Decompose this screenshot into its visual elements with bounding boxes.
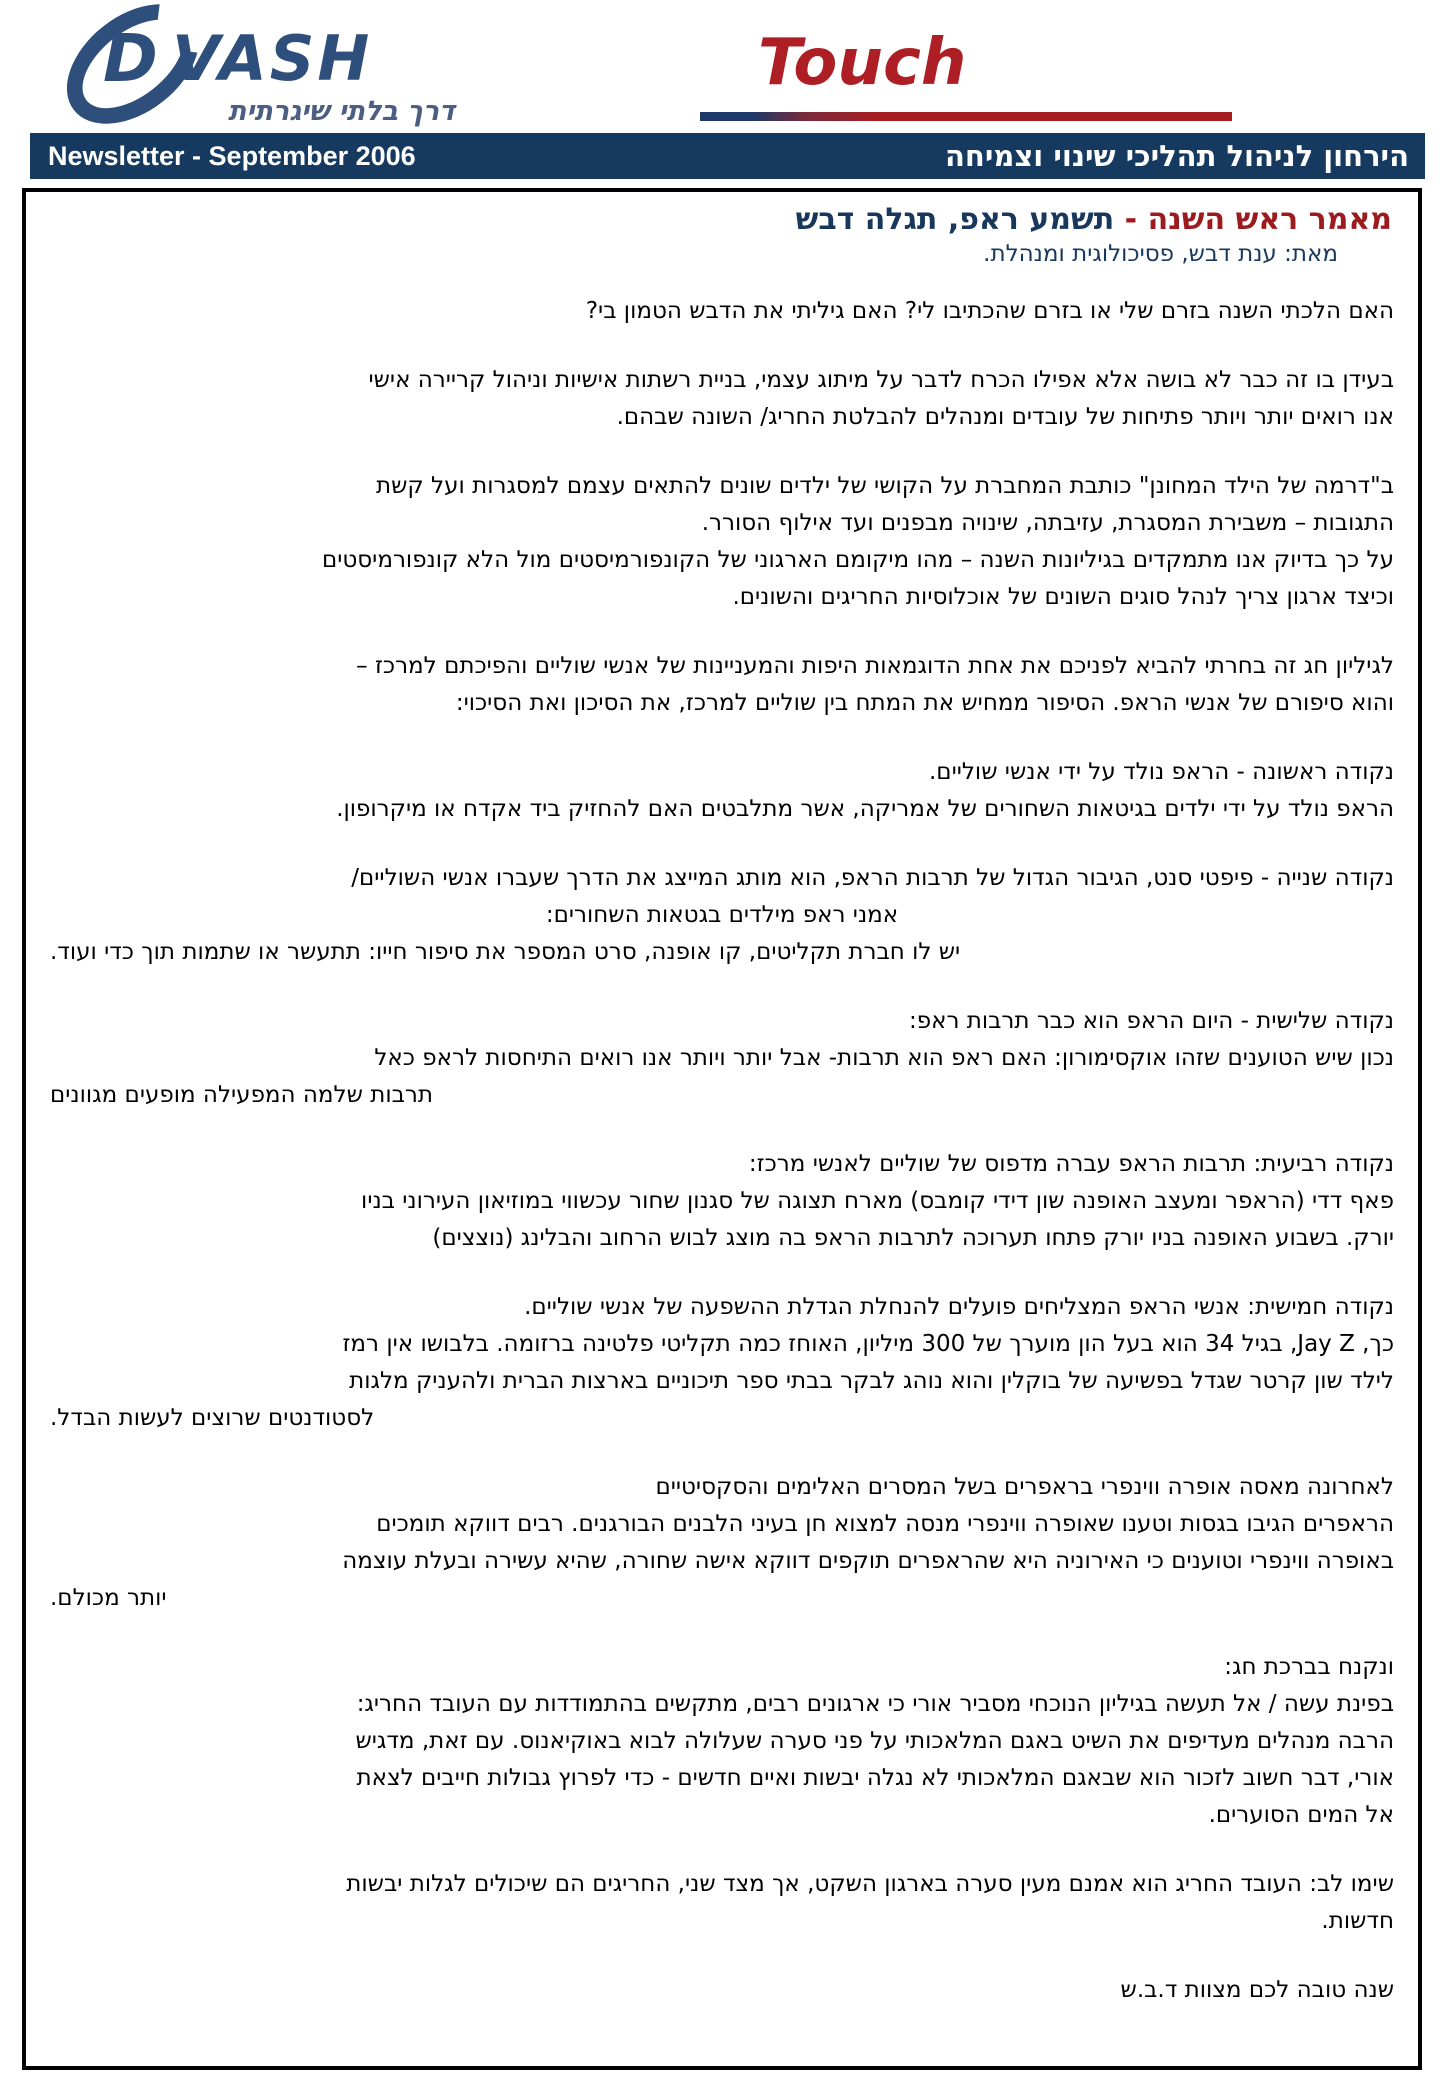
logo-letter-d: D <box>103 20 159 97</box>
text-line: נכון שיש הטוענים שזהו אוקסימורון: האם ראפ הוא תרבות- אבל יותר ויותר אנו רואים התיחסות לראפ כאל <box>374 1045 1394 1071</box>
text-line: והוא סיפורם של אנשי הראפ. הסיפור ממחיש את המתח בין שוליים למרכז, את הסיכון ואת הסיכוי: <box>455 690 1394 716</box>
paragraph <box>50 860 1394 971</box>
text-line: אל המים הסוערים. <box>1208 1802 1394 1828</box>
text-line: נקודה ראשונה - הראפ נולד על ידי אנשי שוליים. <box>929 759 1394 785</box>
text-line: וכיצד ארגון צריך לנהל סוגים השונים של אוכלוסיות החריגים והשונים. <box>732 584 1394 610</box>
paragraph <box>50 362 1394 436</box>
text-line: שימו לב: העובד החריג הוא אמנם מעין סערה בארגון השקט, אך מצד שני, החריגים הם שיכולים לגלות יבשות <box>346 1871 1394 1897</box>
text-line: נקודה חמישית: אנשי הראפ המצליחים פועלים להנחלת הגדלת ההשפעה של אנשי שוליים. <box>524 1294 1394 1320</box>
article-title-blue-part: תשמע ראפ, תגלה דבש <box>795 202 1115 237</box>
text-line: לאחרונה מאסה אופרה ווינפרי בראפרים בשל המסרים האלימים והסקסיטיים <box>655 1474 1394 1500</box>
logo-brand-dvash: VASH <box>172 22 373 95</box>
paragraph <box>50 1866 1394 1940</box>
newsletter-date-label: Newsletter - September 2006 <box>48 140 416 171</box>
text-line: אמני ראפ מילדים בגטאות השחורים: <box>545 902 899 928</box>
logo-underline <box>700 112 1232 121</box>
text-line: פאף דדי (הראפר ומעצב האופנה שון דידי קומבס) מארח תצוגה של סגנון שחור עכשווי במוזיאון העירוני בניו <box>361 1188 1394 1214</box>
paragraph <box>50 293 1394 330</box>
text-line: נקודה רביעית: תרבות הראפ עברה מדפוס של שוליים לאנשי מרכז: <box>748 1151 1394 1177</box>
logo <box>0 0 1440 131</box>
text-line: אורי, דבר חשוב לזכור הוא שבאגם המלאכותי לא נגלה יבשות ואיים חדשים - כדי לפרוץ גבולות חייבים לצאת <box>356 1765 1394 1791</box>
article-box <box>22 188 1422 2070</box>
paragraph <box>50 1649 1394 1834</box>
text-line: נקודה שנייה - פיפטי סנט, הגיבור הגדול של תרבות הראפ, הוא מותג המייצג את הדרך שעברו אנשי השוליים/ <box>351 865 1394 891</box>
text-line: הראפרים הגיבו בגסות וטענו שאופרה ווינפרי מנסה למצוא חן בעיני הלבנים הבורגנים. רבים דווקא תומכים <box>376 1511 1394 1537</box>
paragraph <box>50 1146 1394 1257</box>
text-line: באופרה ווינפרי וטוענים כי האירוניה היא שהראפרים תוקפים דווקא אישה שחורה, שהיא עשירה ובעלת עוצמה <box>342 1548 1394 1574</box>
paragraph <box>50 648 1394 722</box>
logo-brand-touch: Touch <box>758 26 967 100</box>
article-byline: מאת: ענת דבש, פסיכולוגית ומנהלת. <box>983 241 1338 267</box>
logo-tagline: דרך בלתי שיגרתית <box>228 96 456 127</box>
text-line: בעידן בו זה כבר לא בושה אלא אפילו הכרח לדבר על מיתוג עצמי, בניית רשתות אישיות וניהול קריירה אישי <box>368 367 1394 393</box>
text-line: ונקנח בברכת חג: <box>1224 1654 1394 1680</box>
article-body <box>50 293 1394 2009</box>
text-line: לסטודנטים שרוצים לעשות הבדל. <box>50 1405 375 1431</box>
text-line: הרבה מנהלים מעדיפים את השיט באגם המלאכותי על פני סערה שעלולה לבוא באוקיאנוס. עם זאת, מדגיש <box>355 1728 1394 1754</box>
text-line: בפינת עשה / אל תעשה בגיליון הנוכחי מסביר אורי כי ארגונים רבים, מתקשים בהתמודדות עם העובד החריג: <box>356 1691 1394 1717</box>
text-line: אנו רואים יותר ויותר פתיחות של עובדים ומנהלים להבלטת החריג/ השונה שבהם. <box>616 404 1394 430</box>
article-title <box>50 202 1392 237</box>
text-line: חדשות. <box>1321 1908 1394 1934</box>
text-line: לגיליון חג זה בחרתי להביא לפניכם את אחת הדוגמאות היפות והמעניינות של אנשי שוליים והפיכתם למרכז – <box>356 653 1394 679</box>
text-line: כך, Jay Z, בגיל 34 הוא בעל הון מוערך של 300 מיליון, האוחז כמה תקליטי פלטינה ברזומה. בלבושו אין רמז <box>342 1331 1394 1357</box>
header-bar <box>30 133 1425 179</box>
text-line: שנה טובה לכם מצוות ד.ב.ש <box>1120 1977 1394 2003</box>
paragraph <box>50 754 1394 828</box>
text-line: ב"דרמה של הילד המחונן" כותבת המחברת על הקושי של ילדים שונים להתאים עצמם למסגרות ועל קשת <box>375 473 1394 499</box>
text-line: נקודה שלישית - היום הראפ הוא כבר תרבות ראפ: <box>908 1008 1394 1034</box>
text-line: האם הלכתי השנה בזרם שלי או בזרם שהכתיבו לי? האם גיליתי את הדבש הטמון בי? <box>585 298 1394 324</box>
paragraph <box>50 1289 1394 1437</box>
paragraph <box>50 468 1394 616</box>
paragraph <box>50 1003 1394 1114</box>
text-line: יותר מכולם. <box>50 1585 167 1611</box>
text-line: התגובות – משבירת המסגרת, עזיבתה, שינויה מבפנים ועד אילוף הסורר. <box>701 510 1394 536</box>
text-line: יורק. בשבוע האופנה בניו יורק פתחו תערוכה לתרבות הראפ בה מוצג לבוש הרחוב והבלינג (נוצצים) <box>432 1225 1394 1251</box>
text-line: הראפ נולד על ידי ילדים בגיטאות השחורים של אמריקה, אשר מתלבטים האם להחזיק ביד אקדח או מיקרופון. <box>336 796 1394 822</box>
text-line: תרבות שלמה המפעילה מופעים מגוונים <box>50 1082 433 1108</box>
newsletter-hebrew-title: הירחון לניהול תהליכי שינוי וצמיחה <box>945 139 1409 173</box>
paragraph <box>50 1469 1394 1617</box>
text-line: יש לו חברת תקליטים, קו אופנה, סרט המספר את סיפור חייו: תתעשר או שתמות תוך כדי ועוד. <box>50 939 961 965</box>
text-line: על כך בדיוק אנו מתמקדים בגיליונות השנה – מהו מיקומם הארגוני של הקונפורמיסטים מול הלא קונפורמיסטים <box>321 547 1394 573</box>
text-line: לילד שון קרטר שגדל בפשיעה של בוקלין והוא נוהג לבקר בבתי ספר תיכוניים בארצות הברית ולהעניק מלגות <box>349 1368 1394 1394</box>
article-title-red-part: מאמר ראש השנה - <box>1114 202 1392 237</box>
paragraph <box>50 1972 1394 2009</box>
